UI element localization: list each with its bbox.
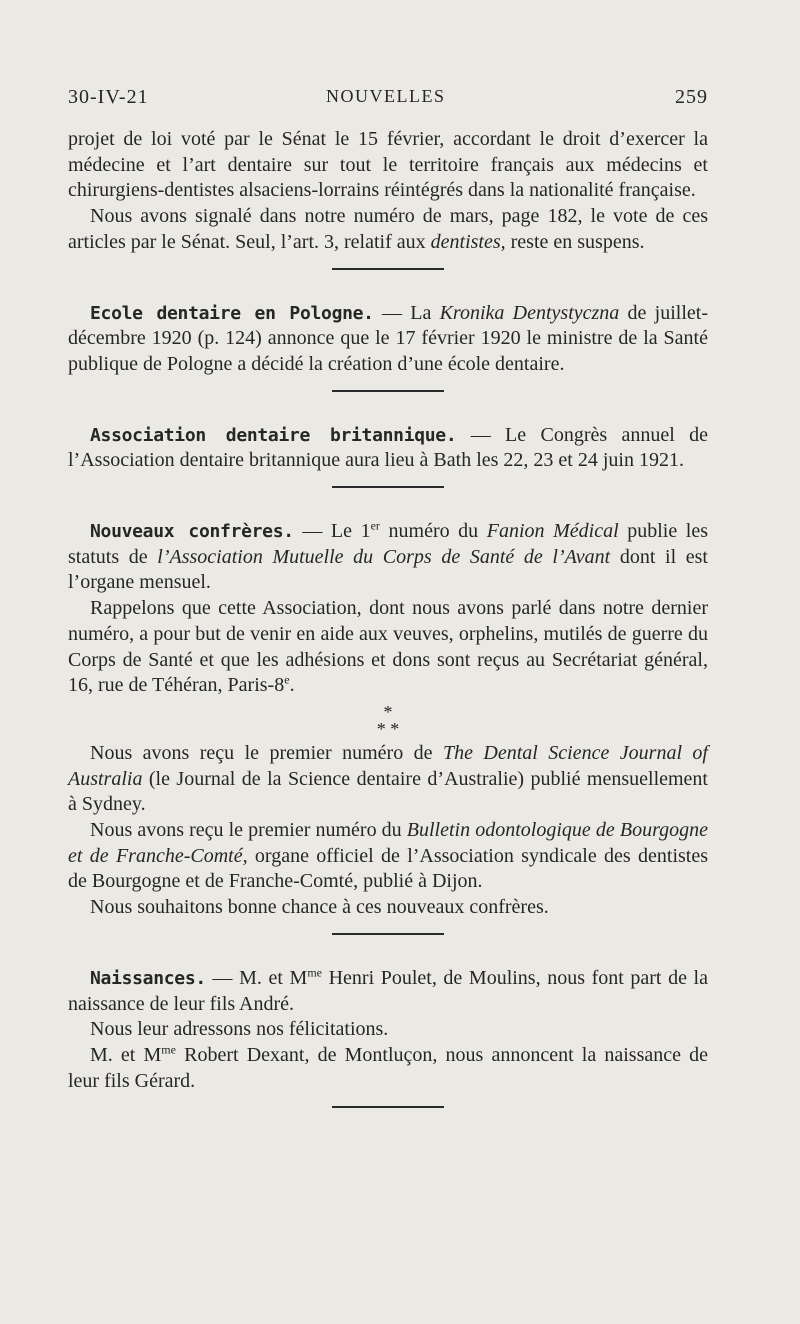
- section-heading: Naissances.: [90, 967, 206, 989]
- section-title: NOUVELLES: [326, 86, 446, 106]
- section-heading: Nouveaux confrères.: [90, 521, 294, 543]
- paragraph-felicitations: Nous leur adressons nos félicitations.: [90, 1018, 389, 1041]
- paragraph-rappelons: [68, 596, 708, 699]
- text-run: (le Journal de la Science dentaire d’Australie) publié mensuellement à Sydney.: [68, 767, 708, 816]
- text-run: de juillet-décembre 1920 (p. 124) annonce que le 17 février 1920 le ministre de la Santé publique de Pologne a décidé la création d’une école dentaire.: [68, 301, 709, 375]
- paragraph-continued: projet de loi voté par le Sénat le 15 février, accordant le droit d’exercer la médecine et l’art dentaire sur tout le territoire français aux médecins et chirurgiens-dentistes alsaciens-lorrains réintégrés dans la nationalité française.: [68, 128, 708, 202]
- section-divider: [332, 390, 444, 392]
- page-number: 259: [675, 86, 708, 108]
- italic-run: The Dental Science Journal of Australia: [68, 741, 708, 790]
- superscript: me: [307, 965, 322, 980]
- section-divider: [332, 486, 444, 488]
- superscript: er: [370, 518, 380, 533]
- issue-date: 30-IV-21: [68, 86, 149, 108]
- text-run: Henri Poulet, de Moulins, nous font part de la naissance de leur fils André.: [68, 966, 708, 1015]
- text-run: .: [289, 674, 295, 697]
- section-divider: [332, 1106, 444, 1108]
- paragraph-dexant: [68, 1043, 708, 1094]
- superscript: me: [161, 1042, 176, 1057]
- italic-run: Bulletin odontologique de Bourgogne et de Franche-Comté,: [68, 819, 708, 867]
- text-run: — La: [373, 301, 440, 324]
- section-heading: Ecole dentaire en Pologne.: [90, 302, 374, 324]
- text-run: — Le 1: [293, 520, 371, 543]
- paragraph-dental-science-journal: [68, 741, 708, 818]
- article-body: [68, 127, 708, 1139]
- italic-run: l’Association Mutuelle du Corps de Santé de l’Avant: [157, 545, 611, 568]
- text-run: Robert Dexant, de Montluçon, nous annoncent la naissance de leur fils Gérard.: [68, 1043, 709, 1092]
- section-divider: [332, 933, 444, 935]
- section-nouveaux-confreres: [68, 519, 708, 596]
- section-association-britannique: [68, 423, 708, 474]
- text-run: M. et M: [90, 1043, 162, 1066]
- paragraph-bonne-chance: Nous souhaitons bonne chance à ces nouveaux confrères.: [90, 896, 549, 919]
- section-ecole-pologne: [68, 301, 708, 378]
- section-heading: Association dentaire britannique.: [90, 424, 457, 446]
- text-run: Nous avons reçu le premier numéro du: [90, 819, 407, 842]
- text-run: publie les statuts de: [68, 520, 709, 568]
- text-run: — M. et M: [205, 966, 308, 989]
- superscript: e: [284, 672, 290, 687]
- italic-run: Fanion Médical: [486, 520, 619, 543]
- section-divider: [332, 268, 444, 270]
- text-run: numéro du: [379, 520, 487, 543]
- text-run: Nous avons signalé dans notre numéro de mars, page 182, le vote de ces articles par le Sénat. Seul, l’art. 3, relatif aux: [68, 205, 708, 253]
- asterism: [68, 701, 708, 739]
- text-run: dont il est l’organe mensuel.: [68, 545, 708, 594]
- italic-run: Kronika Dentystyczna: [439, 301, 620, 324]
- asterism-bottom: * *: [376, 718, 400, 739]
- text-run: Rappelons que cette Association, dont nous avons parlé dans notre dernier numéro, a pour but de venir en aide aux veuves, orphelins, mutilés de guerre du Corps de Santé et que les adhésions et dons sont reçus au Secrétariat général, 16, rue de Téhéran, Paris-8: [68, 597, 708, 697]
- paragraph-senate-vote: [68, 204, 708, 255]
- text-run: Nous avons reçu le premier numéro de: [90, 741, 443, 764]
- paragraph-bulletin-bourgogne: [68, 818, 708, 895]
- text-run: reste en suspens.: [505, 230, 645, 253]
- text-run: organe officiel de l’Association syndicale des dentistes de Bourgogne et de Franche-Comté, publié à Dijon.: [68, 844, 708, 893]
- running-header: [68, 86, 708, 116]
- asterism-top: *: [383, 701, 393, 722]
- text-run: — Le Congrès annuel de l’Association dentaire britannique aura lieu à Bath les 22, 23 et 24 juin 1921.: [68, 423, 708, 472]
- italic-run: dentistes,: [430, 230, 506, 253]
- section-naissances: [68, 966, 708, 1017]
